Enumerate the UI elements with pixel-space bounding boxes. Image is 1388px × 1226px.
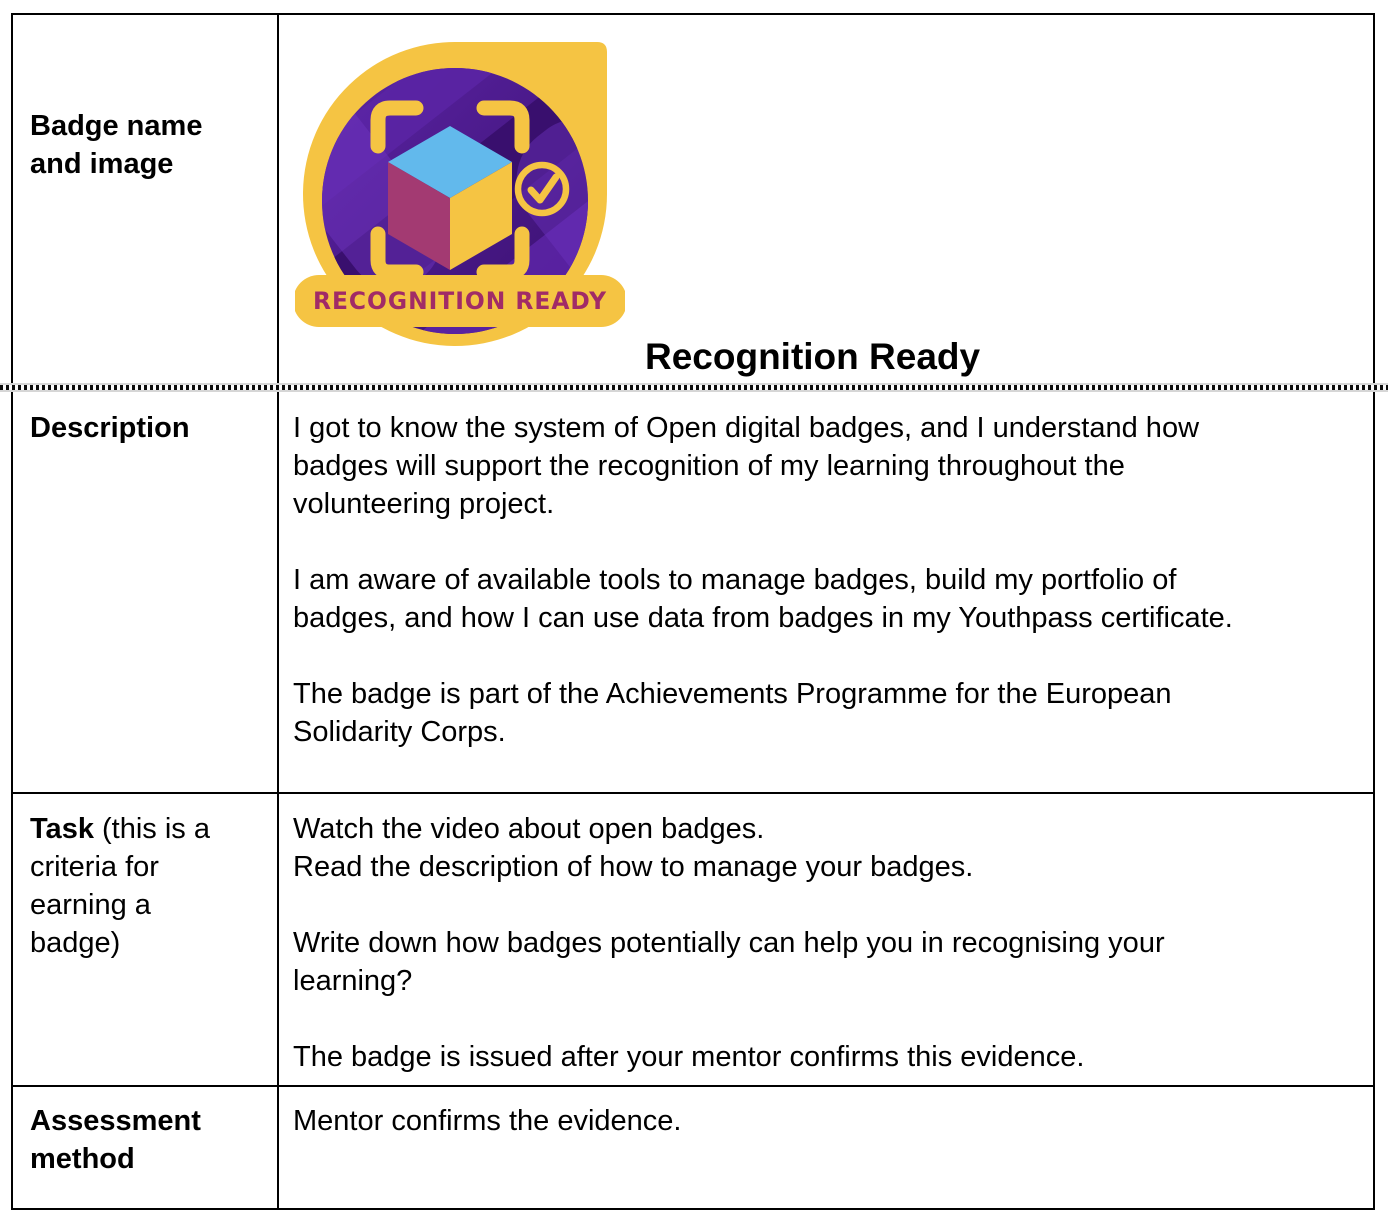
badge-table — [11, 13, 1375, 1210]
text-line: The badge is part of the Achievements Programme for the European — [293, 678, 1172, 710]
badge-row-label-cell[interactable] — [13, 15, 279, 385]
text-line: Read the description of how to manage your badges. — [293, 851, 974, 883]
task-label-rest: (this is a — [93, 813, 210, 845]
text-line: The badge is issued after your mentor confirms this evidence. — [293, 1041, 1085, 1073]
text-line: I am aware of available tools to manage badges, build my portfolio of — [293, 564, 1177, 596]
text-line: earning a — [30, 889, 151, 921]
assessment-row-content-cell[interactable] — [279, 1087, 1373, 1208]
selected-table-border[interactable] — [0, 383, 1388, 392]
text-line: badges will support the recognition of my learning throughout the — [293, 450, 1125, 482]
description-row-content-cell[interactable] — [279, 385, 1373, 792]
table-row-task — [13, 792, 1373, 1085]
badge-banner-text: RECOGNITION READY — [313, 287, 607, 315]
task-row-label-cell[interactable] — [13, 794, 279, 1085]
text-line: Solidarity Corps. — [293, 716, 506, 748]
badge-title: Recognition Ready — [645, 336, 981, 377]
table-row-assessment — [13, 1085, 1373, 1208]
table-row-badge — [13, 15, 1373, 385]
text-line: Badge name — [30, 110, 203, 142]
assessment-row-label-cell[interactable] — [13, 1087, 279, 1208]
table-row-description — [13, 385, 1373, 792]
recognition-ready-badge-image[interactable] — [295, 31, 625, 381]
text-line: Write down how badges potentially can help you in recognising your — [293, 927, 1165, 959]
task-row-content-cell[interactable] — [279, 794, 1373, 1085]
row-label — [30, 810, 265, 848]
row-label: Description — [30, 412, 190, 444]
text-line: and image — [30, 148, 174, 180]
description-row-label-cell[interactable] — [13, 385, 279, 792]
text-line — [293, 1000, 1349, 1038]
text-line: I got to know the system of Open digital badges, and I understand how — [293, 412, 1200, 444]
text-line — [293, 637, 1349, 675]
text-line: volunteering project. — [293, 488, 555, 520]
text-line: Watch the video about open badges. — [293, 813, 765, 845]
text-line: criteria for — [30, 851, 159, 883]
text-line: Mentor confirms the evidence. — [293, 1105, 682, 1137]
task-label-bold: Task — [30, 813, 94, 845]
text-line — [293, 886, 1349, 924]
badge-row-content-cell[interactable] — [279, 15, 1373, 385]
text-line: badges, and how I can use data from badges in my Youthpass certificate. — [293, 602, 1233, 634]
text-line — [293, 523, 1349, 561]
text-line: learning? — [293, 965, 413, 997]
text-line: method — [30, 1143, 135, 1175]
task-label-continued — [30, 848, 265, 962]
text-line: Assessment — [30, 1105, 201, 1137]
text-line: badge) — [30, 927, 121, 959]
